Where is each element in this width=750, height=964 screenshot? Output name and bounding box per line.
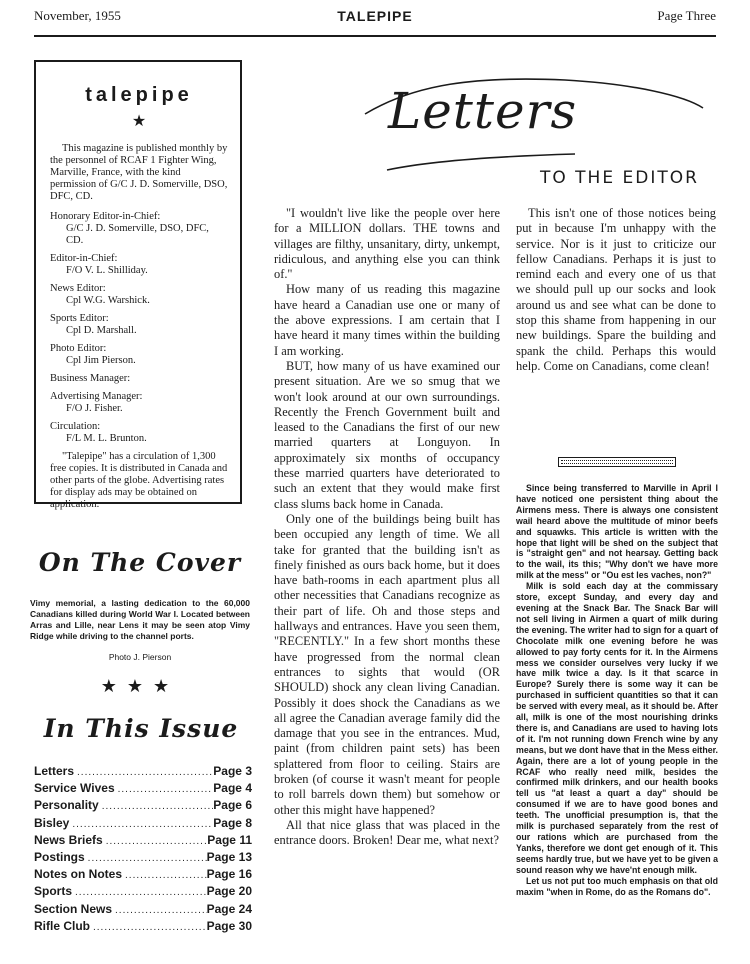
toc-entry (34, 798, 252, 815)
toc-leader (103, 836, 208, 847)
toc-entry (34, 816, 252, 833)
toc-leader (112, 905, 207, 916)
role-title: Circulation: (50, 421, 101, 432)
page-number: Page Three (657, 8, 716, 23)
masthead-role (50, 211, 228, 247)
role-title: Advertising Manager: (50, 391, 143, 402)
role-title: Sports Editor: (50, 313, 109, 324)
toc-entry (34, 764, 252, 781)
cover-heading: On The Cover (38, 548, 242, 577)
toc-leader (122, 870, 207, 881)
paragraph: "I wouldn't live like the people over here for a MILLION dollars. THE towns and villages are filthy, unsanitary, dirty, unkempt, ridiculous, and anything else you can think of." (274, 206, 500, 282)
issue-heading: In This Issue (43, 714, 239, 743)
toc-leader (69, 819, 213, 830)
masthead-role (50, 373, 228, 385)
masthead-roles (50, 211, 228, 445)
toc-leader (85, 853, 207, 864)
paragraph: Since being transferred to Marville in April I have noticed one persistent thing about the Airmens mess. There is always one consistent wail heard above the multitude of minor beefs and squawks. This article is written with the hope that light will be shed on the subject that is "straight gen" and not hearsay. Getting back to the wail, its this; "Why don't we have more milk at the mess" or "Ou est les vaches, non?" (516, 483, 718, 581)
toc-page: Page 24 (206, 901, 252, 916)
letter-column-right-top (516, 206, 716, 374)
toc-page: Page 30 (206, 918, 252, 933)
masthead-role (50, 343, 228, 367)
role-title: News Editor: (50, 283, 106, 294)
section-divider (558, 457, 676, 467)
letter-column-right-bottom (516, 483, 718, 897)
toc-title: Postings (34, 849, 85, 864)
role-name: F/O J. Fisher. (66, 403, 123, 414)
toc-leader (90, 922, 207, 933)
toc-leader (115, 784, 214, 795)
letter-column-middle (274, 206, 500, 848)
toc-page: Page 3 (213, 764, 252, 778)
masthead-circulation: "Talepipe" has a circulation of 1,300 free copies. It is distributed in Canada and other parts of the globe. Advertising rates for display ads may be obtained on application. (50, 451, 228, 510)
cover-photo-credit: Photo J. Pierson (108, 652, 172, 662)
toc-page: Page 13 (206, 849, 252, 864)
star-icon-row: ★★★ (100, 676, 180, 696)
toc-entry (34, 850, 252, 867)
masthead-box (34, 60, 242, 510)
cover-caption: Vimy memorial, a lasting dedication to the 60,000 Canadians killed during World War I. Located between Arras and Lille, near Lens it may be seen atop Vimy Ridge while driving to the channel ports. (30, 598, 250, 641)
toc-title: News Briefs (34, 832, 103, 847)
toc-entry (34, 867, 252, 884)
masthead-role (50, 253, 228, 277)
toc-title: Section News (34, 901, 113, 916)
role-name: Cpl W.G. Warshick. (66, 295, 150, 306)
paragraph: Let us not put too much emphasis on that old maxim "when in Rome, do as the Romans do". (516, 875, 718, 897)
toc-entry (34, 833, 252, 850)
masthead-role (50, 421, 228, 445)
toc-entry (34, 919, 252, 936)
paragraph: Milk is sold each day at the commissary store, except Sunday, and every day and evening at the Snack Bar. The Snack Bar will not sell living in Airmen a quart of milk during the evening. The writer had to sign for a quart of Chocolate milk one evening before he was allowed to pay forty cents for it. In the Airmens mess we consider ourselves very lucky if we have milk twice a day. Is it that scarce in Europe? Surely there is some way it can be purchased in sufficient quantities so that it can be served with every meal, as it should be. After all, milk is one of the most nourishing drinks there is, and Canadians are used to having lots of it. I'm not running down French wine by any means, but we dont have that in the Mess either. Again, there are a lot of young people in the RCAF who really need milk, besides the confirmed milk drinkers, and our health books tell us "at least a quart a day" should be consumed if we are to have good bones and teeth. The unofficial presumption is, that the milk is purchased separately from the rest of our rations which are purchased from the Yanks, therefore we dont get enough of it. This seems hardly true, but we have yet to be given a sound reason why we have'nt enough milk. (516, 581, 718, 875)
role-name: G/C J. D. Somerville, DSO, DFC, CD. (66, 223, 209, 246)
toc-page: Page 11 (207, 832, 252, 847)
toc-title: Letters (34, 764, 75, 778)
toc-page: Page 8 (213, 815, 252, 830)
paragraph: This isn't one of those notices being put in because I'm unhappy with the service. Nor is it just to criticize our fellow Canadians. Perhaps it is just to remind each and every one of us that we should pull up our socks and look around us and see what can be done to stop this shame from happening in our new buildings. Spare the building and spank the child. Perhaps this would help. Come on Canadians, come clean! (516, 206, 716, 373)
masthead-role (50, 283, 228, 307)
letters-subheading: TO THE EDITOR (540, 168, 699, 188)
toc-title: Bisley (34, 815, 70, 830)
magazine-name: TALEPIPE (337, 8, 413, 24)
masthead-role (50, 391, 228, 415)
toc-title: Sports (34, 884, 73, 899)
star-icon: ★ (131, 113, 147, 130)
toc-page: Page 4 (213, 781, 252, 796)
masthead-title: talepipe (85, 84, 193, 106)
masthead-role (50, 313, 228, 337)
role-title: Photo Editor: (50, 343, 107, 354)
toc-entry (34, 884, 252, 901)
role-title: Honorary Editor-in-Chief: (50, 211, 161, 222)
table-of-contents (34, 764, 252, 936)
toc-page: Page 6 (213, 798, 252, 813)
toc-leader (74, 767, 213, 778)
masthead-intro: This magazine is published monthly by the personnel of RCAF 1 Fighter Wing, Marville, France, with the kind permission of G/C J. D. Somerville, DSO, DFC, CD. (50, 143, 228, 202)
role-name: Cpl Jim Pierson. (66, 355, 136, 366)
toc-leader (99, 801, 214, 812)
header-rule (34, 35, 716, 37)
toc-entry (34, 902, 252, 919)
toc-page: Page 16 (206, 867, 252, 882)
paragraph: All that nice glass that was placed in the entrance doors. Broken! Dear me, what next? (274, 817, 500, 848)
toc-title: Personality (34, 798, 99, 813)
page-header (34, 4, 716, 36)
toc-leader (72, 887, 207, 898)
role-name: Cpl D. Marshall. (66, 325, 137, 336)
letters-heading: Letters (388, 82, 578, 140)
toc-title: Service Wives (34, 781, 115, 796)
role-title: Business Manager: (50, 373, 131, 384)
role-name: F/O V. L. Shilliday. (66, 265, 148, 276)
toc-page: Page 20 (206, 884, 252, 899)
paragraph: How many of us reading this magazine have heard a Canadian use one or many of the above expressions. I am certain that I have heard it many times within the building I am working. (274, 282, 500, 358)
paragraph: Only one of the buildings being built has been occupied any length of time. We all take for granted that the building isn't as finely finished as ours back home, but it does have bath-rooms in each apartment plus all other necessities that Canadians recognize as their part of life. Oh and those steps and hallways and entrances. Have you seen them, "RECENTLY." In a few short months these have progressed from the normal clean entrances to sights that would (OR SHOULD) shock any clean living Canadian. Possibly it does shock the Canadians as we all agree the Canadian average family did the damage that you see in the entrances. Mud, paint (from children paint sets) has been splattered from floor to ceiling. Stairs are broken (of course it wasn't meant for people to roll barrels down them) but somehow or other this might have happened? (274, 511, 500, 817)
paragraph: BUT, how many of us have examined our present situation. Are we so smug that we won't look around at our own surroundings. Recently the French Government built and leased to the Canadians the first of our new married quarters at Longuyon. In approximately six months of occupancy these married quarters have deteriorated to such an extent that they would make first class slums back home in Canada. (274, 358, 500, 511)
toc-entry (34, 781, 252, 798)
toc-title: Rifle Club (34, 918, 90, 933)
issue-date: November, 1955 (34, 8, 121, 23)
role-title: Editor-in-Chief: (50, 253, 118, 264)
role-name: F/L M. L. Brunton. (66, 433, 147, 444)
toc-title: Notes on Notes (34, 867, 123, 882)
